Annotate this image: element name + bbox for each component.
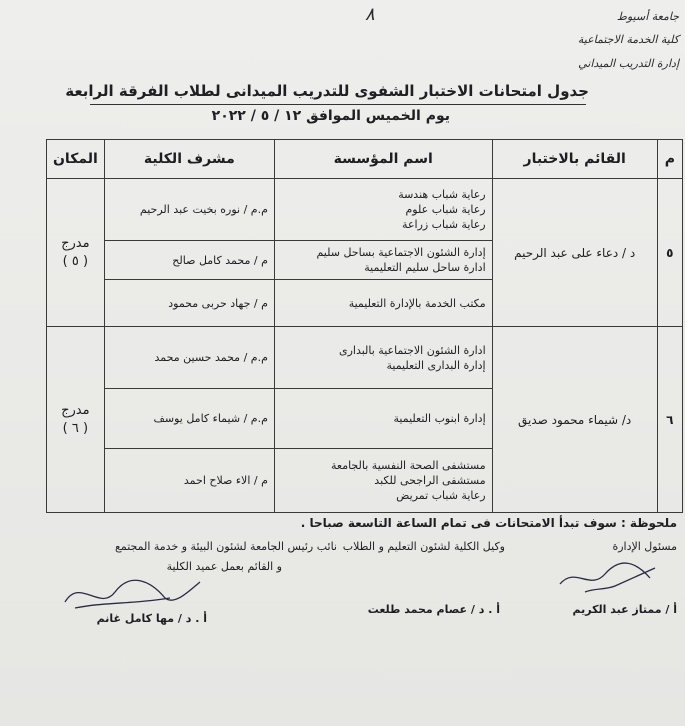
institution-line: ادارة ساحل سليم التعليمية <box>364 261 486 274</box>
institution-cell <box>274 241 492 280</box>
institution-line: إدارة الشئون الاجتماعية بساحل سليم <box>316 246 486 259</box>
supervisor-name: م / الاء صلاح احمد <box>104 449 274 513</box>
header-place: المكان <box>47 140 105 179</box>
institution-line: مستشفى الراجحى للكبد <box>374 474 486 487</box>
examiner-name: د / دعاء على عبد الرحيم <box>492 179 657 327</box>
header-supervisor: مشرف الكلية <box>104 140 274 179</box>
table-row <box>47 179 683 241</box>
row-number: ٦ <box>657 327 682 513</box>
institution-cell <box>274 280 492 327</box>
signature-dean-name: أ . د / مها كامل غانم <box>96 612 207 625</box>
signature-dean-title: نائب رئيس الجامعة لشئون البيئة و خدمة المجتمع <box>114 540 337 553</box>
examiner-name: د/ شيماء محمود صديق <box>492 327 657 513</box>
supervisor-name: م.م / شيماء كامل يوسف <box>104 389 274 449</box>
institution-line: رعاية شباب زراعة <box>402 218 486 231</box>
letterhead-department: إدارة التدريب الميداني <box>578 57 679 70</box>
institution-line: إدارة ابنوب التعليمية <box>393 412 486 425</box>
supervisor-name: م.م / محمد حسين محمد <box>104 327 274 389</box>
letterhead-faculty: كلية الخدمة الاجتماعية <box>577 33 679 46</box>
table-header-row <box>47 140 683 179</box>
signature-admin-scribble <box>555 556 675 596</box>
institution-line: ادارة الشئون الاجتماعية بالبدارى <box>338 343 486 357</box>
title-underline <box>90 104 586 105</box>
institution-line: مكتب الخدمة بالإدارة التعليمية <box>348 296 486 310</box>
supervisor-name: م.م / نوره بخيت عبد الرحيم <box>104 179 274 241</box>
document-title: جدول امتحانات الاختبار الشفوى للتدريب الميدانى لطلاب الفرقة الرابعة <box>65 82 589 100</box>
institution-line: رعاية شباب تمريض <box>396 489 486 502</box>
place-label: مدرج <box>61 235 90 251</box>
institution-line: إدارة البدارى التعليمية <box>386 358 486 372</box>
institution-line: مستشفى الصحة النفسية بالجامعة <box>330 459 486 472</box>
place-cell <box>47 179 105 327</box>
table-row <box>47 327 683 389</box>
header-institution: اسم المؤسسة <box>274 140 492 179</box>
header-num: م <box>657 140 682 179</box>
supervisor-name: م / جهاد حربى محمود <box>104 280 274 327</box>
place-cell <box>47 327 105 513</box>
exam-schedule-table <box>46 139 683 513</box>
institution-cell <box>274 449 492 513</box>
supervisor-name: م / محمد كامل صالح <box>104 241 274 280</box>
place-number: ( ٥ ) <box>62 253 89 269</box>
start-time-note: ملحوظة : سوف تبدأ الامتحانات فى تمام الساعة التاسعة صباحا . <box>300 516 677 530</box>
signature-admin-title: مسئول الإدارة <box>612 540 677 553</box>
institution-cell <box>274 179 492 241</box>
institution-cell <box>274 389 492 449</box>
signature-dean-subtitle: و القائم بعمل عميد الكلية <box>166 560 282 573</box>
row-number: ٥ <box>657 179 682 327</box>
letterhead-university: جامعة أسيوط <box>616 10 679 23</box>
signature-vicedean-title: وكيل الكلية لشئون التعليم و الطلاب <box>342 540 505 553</box>
place-number: ( ٦ ) <box>62 420 89 436</box>
signature-vicedean-name: أ . د / عصام محمد طلعت <box>367 603 500 616</box>
place-label: مدرج <box>61 402 90 418</box>
signature-admin-name: أ / ممتاز عبد الكريم <box>572 603 677 616</box>
institution-line: رعاية شباب هندسة <box>398 188 486 201</box>
institution-line: رعاية شباب علوم <box>405 203 486 216</box>
page-number: ٨ <box>365 4 375 25</box>
header-examiner: القائم بالاختبار <box>492 140 657 179</box>
institution-cell <box>274 327 492 389</box>
signature-dean-scribble <box>55 572 205 614</box>
document-date: يوم الخميس الموافق ١٢ / ٥ / ٢٠٢٢ <box>211 108 450 124</box>
